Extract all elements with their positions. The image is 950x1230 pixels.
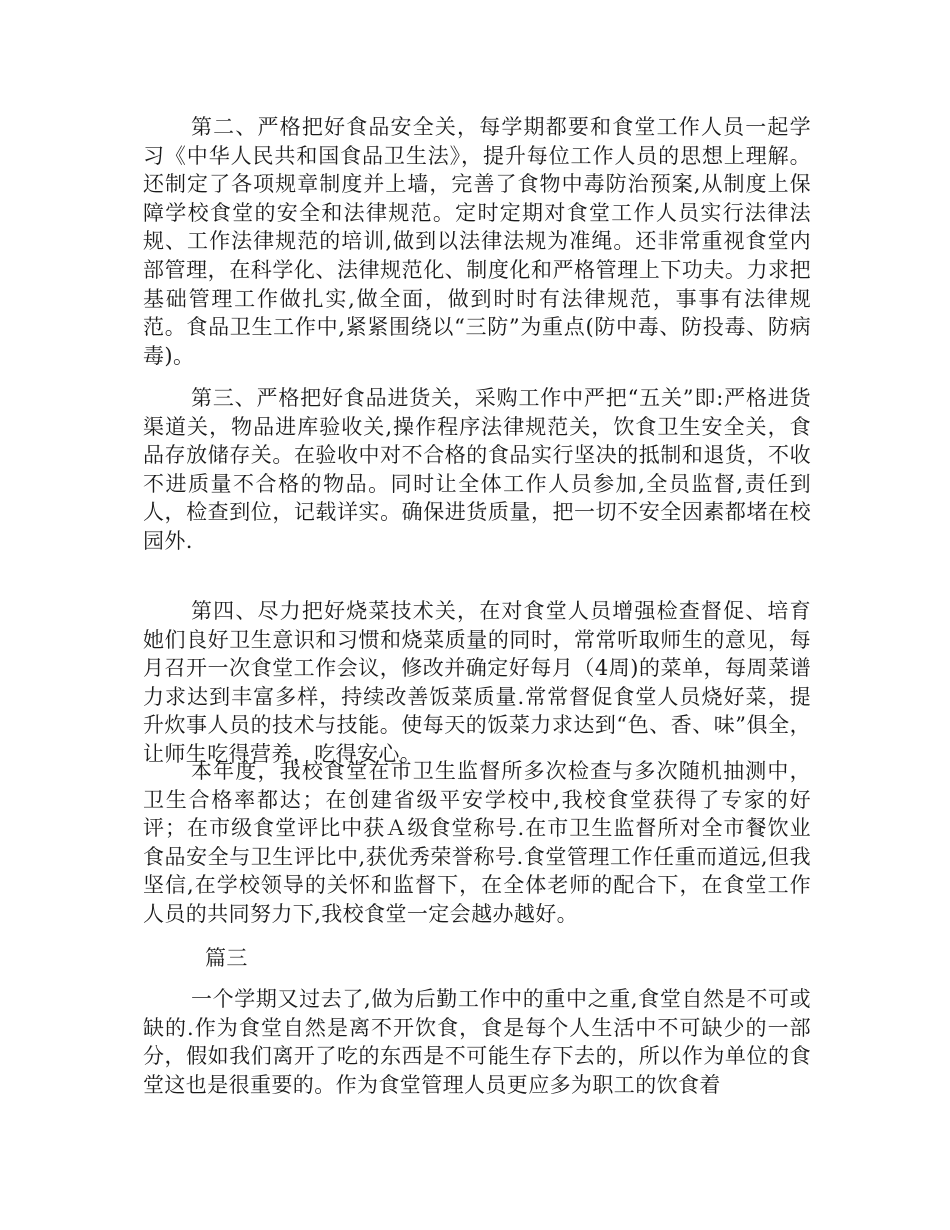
paragraph-section-three-intro: 一个学期又过去了,做为后勤工作中的重中之重,食堂自然是不可或缺的.作为食堂自然是离不开饮食，食是每个人生活中不可缺少的一部分，假如我们离开了吃的东西是不可能生存下去的，所以作为单位的食堂这也是很重要的。作为食堂管理人员更应多为职工的饮食着 (143, 987, 811, 1097)
paragraph-cooking: 第四、尽力把好烧菜技术关，在对食堂人员增强检查督促、培育她们良好卫生意识和习惯和烧菜质量的同时，常常听取师生的意见，每月召开一次食堂工作会议，修改并确定好每月（4周)的菜单，每周菜谱力求达到丰富多样，持续改善饭菜质量.常常督促食堂人员烧好菜，提升炊事人员的技术与技能。使每天的饭菜力求达到“色、香、味”俱全，让师生吃得营养，吃得安心。 (143, 599, 811, 766)
section-heading: 篇三 (205, 946, 248, 970)
paragraph-food-safety: 第二、严格把好食品安全关，每学期都要和食堂工作人员一起学习《中华人民共和国食品卫生法》，提升每位工作人员的思想上理解。还制定了各项规章制度并上墙，完善了食物中毒防治预案,从制度上保障学校食堂的安全和法律规范。定时定期对食堂工作人员实行法律法规、工作法律规范的培训,做到以法律法规为准绳。还非常重视食堂内部管理，在科学化、法律规范化、制度化和严格管理上下功夫。力求把基础管理工作做扎实,做全面，做到时时有法律规范，事事有法律规范。食品卫生工作中,紧紧围绕以“三防”为重点(防中毒、防投毒、防病毒)。 (143, 115, 811, 368)
paragraph-purchasing: 第三、严格把好食品进货关，采购工作中严把“五关”即:严格进货渠道关，物品进库验收关,操作程序法律规范关，饮食卫生安全关，食品存放储存关。在验收中对不合格的食品实行坚决的抵制和退货，不收不进质量不合格的物品。同时让全体工作人员参加,全员监督,责任到人，检查到位，记载详实。确保进货质量，把一切不安全因素都堵在校园外. (143, 386, 811, 553)
paragraph-annual-summary: 本年度，我校食堂在市卫生监督所多次检查与多次随机抽测中，卫生合格率都达；在创建省级平安学校中,我校食堂获得了专家的好评；在市级食堂评比中获Ａ级食堂称号.在市卫生监督所对全市餐饮业食品安全与卫生评比中,获优秀荣誉称号.食堂管理工作任重而道远,但我坚信,在学校领导的关怀和监督下，在全体老师的配合下，在食堂工作人员的共同努力下,我校食堂一定会越办越好。 (143, 759, 811, 926)
